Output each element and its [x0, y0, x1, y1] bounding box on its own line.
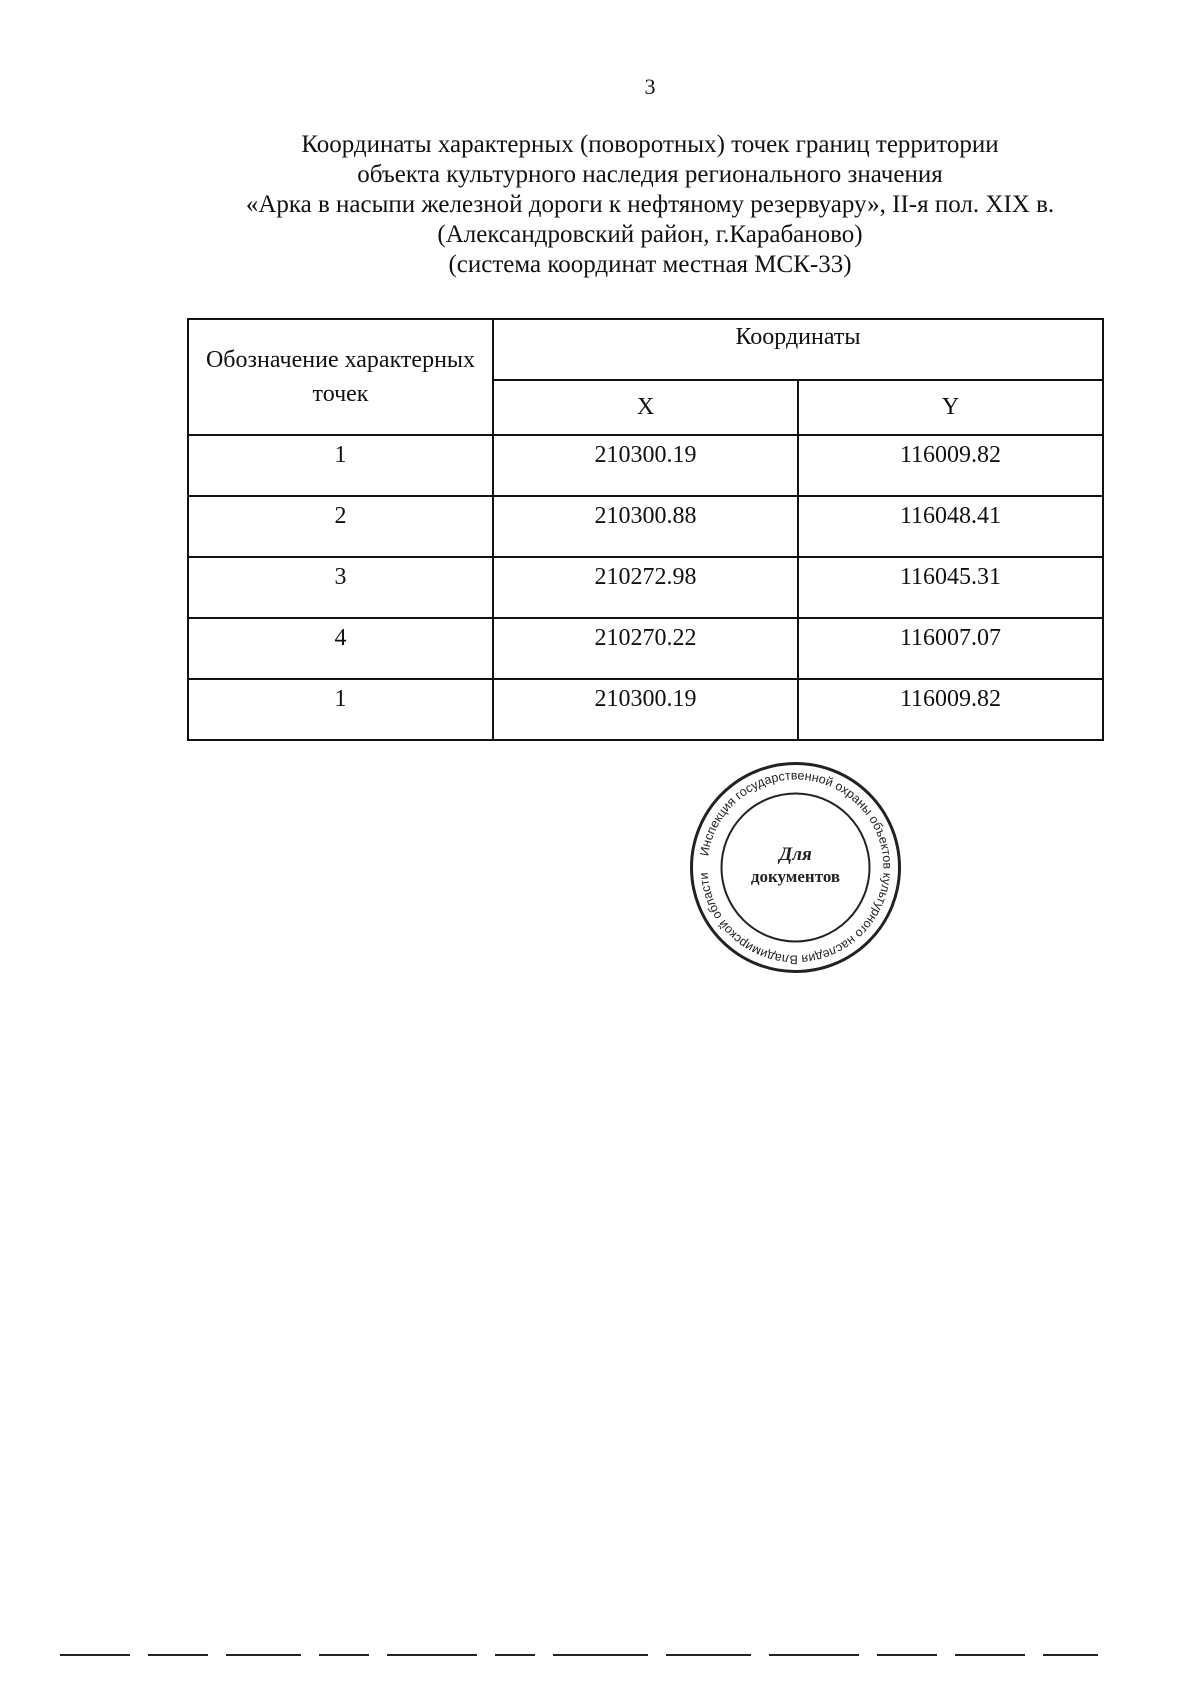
footer-scan-rule [60, 1654, 1200, 1657]
table-row [188, 496, 1103, 557]
title-line-1: Координаты характерных (поворотных) точек границ территории [301, 131, 999, 158]
cell-y: 116009.82 [798, 435, 1103, 496]
table-row [188, 618, 1103, 679]
cell-y: 116007.07 [798, 618, 1103, 679]
title-line-5: (система координат местная МСК-33) [448, 251, 852, 278]
header-coordinates: Координаты [493, 319, 1103, 380]
page-number: 3 [644, 74, 656, 99]
header-x: X [493, 380, 798, 435]
table-row [188, 679, 1103, 740]
stamp-center-line-1: Для [779, 844, 812, 865]
cell-y: 116045.31 [798, 557, 1103, 618]
cell-point: 2 [188, 496, 493, 557]
document-title [200, 130, 1100, 280]
title-line-3: «Арка в насыпи железной дороги к нефтяному резервуару», II-я пол. XIX в. [245, 191, 1055, 218]
header-point-designation: Обозначение характерных точек [188, 319, 493, 435]
table-row [188, 557, 1103, 618]
official-stamp [688, 760, 903, 975]
table-row [188, 435, 1103, 496]
cell-point: 1 [188, 679, 493, 740]
cell-x: 210272.98 [493, 557, 798, 618]
stamp-ring-text: Инспекция государственной охраны объектов культурного наследия Владимирской области [696, 768, 895, 967]
title-line-4: (Александровский район, г.Карабаново) [437, 221, 863, 248]
cell-y: 116048.41 [798, 496, 1103, 557]
title-line-2: объекта культурного наследия регионального значения [357, 161, 943, 188]
cell-y: 116009.82 [798, 679, 1103, 740]
header-y: Y [798, 380, 1103, 435]
coordinates-table [187, 318, 1104, 741]
cell-point: 3 [188, 557, 493, 618]
cell-point: 4 [188, 618, 493, 679]
table-header-row [188, 319, 1103, 380]
cell-x: 210300.19 [493, 679, 798, 740]
stamp-center-line-2: документов [750, 867, 841, 886]
cell-x: 210270.22 [493, 618, 798, 679]
cell-x: 210300.19 [493, 435, 798, 496]
cell-x: 210300.88 [493, 496, 798, 557]
cell-point: 1 [188, 435, 493, 496]
